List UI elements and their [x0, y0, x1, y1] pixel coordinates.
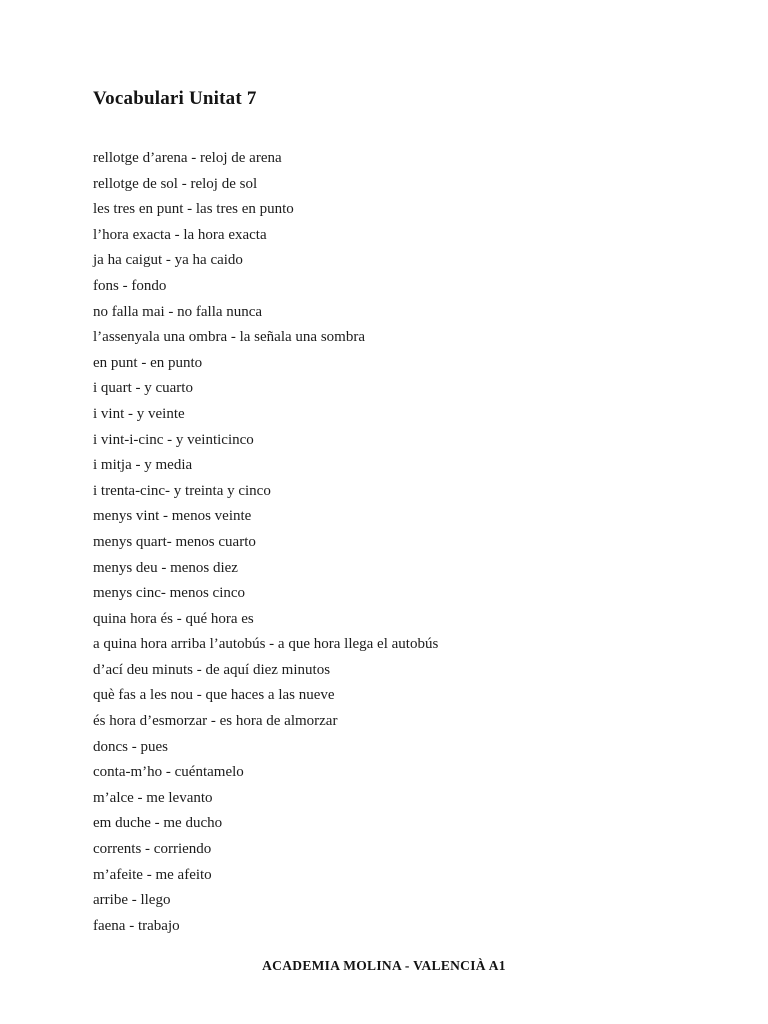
list-item: rellotge de sol - reloj de sol: [93, 175, 258, 192]
list-item: les tres en punt - las tres en punto: [93, 201, 294, 218]
list-item: l’hora exacta - la hora exacta: [93, 226, 267, 243]
list-item: menys deu - menos diez: [93, 559, 238, 576]
list-item: menys cinc- menos cinco: [93, 585, 246, 602]
vocabulary-list: [93, 146, 438, 939]
list-item: l’assenyala una ombra - la señala una sombra: [93, 329, 365, 346]
list-item: fons - fondo: [93, 277, 167, 294]
page-footer: ACADEMIA MOLINA - VALENCIÀ A1: [262, 958, 506, 973]
list-item: doncs - pues: [93, 738, 168, 755]
list-item: rellotge d’arena - reloj de arena: [93, 150, 282, 166]
list-item: em duche - me ducho: [93, 815, 223, 832]
list-item: en punt - en punto: [93, 354, 203, 371]
list-item: és hora d’esmorzar - es hora de almorzar: [93, 713, 338, 730]
list-item: menys vint - menos veinte: [93, 508, 252, 525]
list-item: ja ha caigut - ya ha caido: [93, 252, 243, 269]
list-item: i vint-i-cinc - y veinticinco: [93, 431, 254, 448]
list-item: faena - trabajo: [93, 917, 180, 934]
list-item: m’afeite - me afeito: [93, 866, 212, 883]
page-title: Vocabulari Unitat 7: [93, 88, 257, 109]
list-item: m’alce - me levanto: [93, 789, 213, 806]
list-item: menys quart- menos cuarto: [93, 533, 256, 550]
list-item: conta-m’ho - cuéntamelo: [93, 764, 244, 781]
list-item: què fas a les nou - que haces a las nueve: [93, 687, 335, 704]
list-item: no falla mai - no falla nunca: [93, 303, 263, 320]
list-item: corrents - corriendo: [93, 841, 212, 858]
list-item: i vint - y veinte: [93, 405, 185, 422]
list-item: arribe - llego: [93, 892, 171, 909]
list-item: quina hora és - qué hora es: [93, 610, 254, 627]
list-item: a quina hora arriba l’autobús - a que hora llega el autobús: [93, 636, 439, 653]
list-item: i quart - y cuarto: [93, 380, 193, 397]
list-item: i mitja - y media: [93, 457, 193, 474]
list-item: i trenta-cinc- y treinta y cinco: [93, 482, 271, 499]
list-item: d’ací deu minuts - de aquí diez minutos: [93, 661, 331, 678]
